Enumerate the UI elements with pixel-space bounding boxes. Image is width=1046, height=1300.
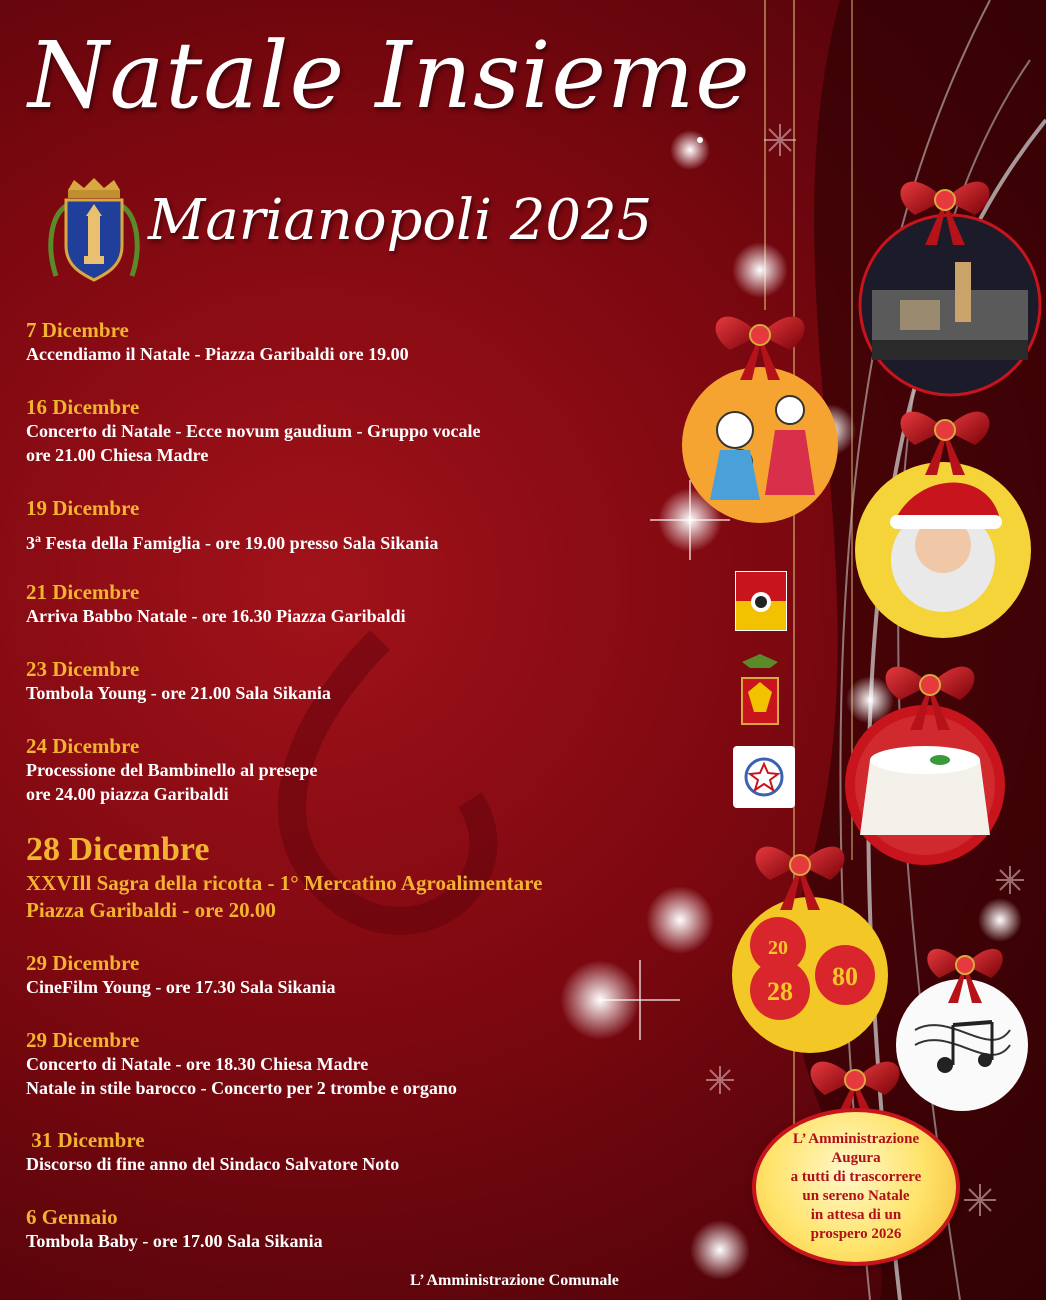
event-item xyxy=(26,657,706,734)
event-description: Accendiamo il Natale - Piazza Garibaldi ore 19.00 xyxy=(26,344,409,364)
event-description: Discorso di fine anno del Sindaco Salvatore Noto xyxy=(26,1154,400,1174)
event-date: 19 Dicembre xyxy=(26,496,140,520)
event-item xyxy=(26,318,706,395)
event-date: 28 Dicembre xyxy=(26,831,210,868)
event-date: 24 Dicembre xyxy=(26,734,140,758)
event-date: 16 Dicembre xyxy=(26,395,140,419)
event-description: Arriva Babbo Natale - ore 16.30 Piazza Garibaldi xyxy=(26,606,406,626)
crest-icon xyxy=(46,176,142,294)
bauble-icon xyxy=(855,462,1031,638)
greeting-line: prospero 2026 xyxy=(810,1226,902,1242)
event-description: Piazza Garibaldi - ore 20.00 xyxy=(26,898,276,922)
province-logo xyxy=(738,652,782,728)
greeting-line: Augura xyxy=(831,1150,881,1166)
event-item xyxy=(26,395,706,496)
event-item xyxy=(26,1205,706,1255)
event-item xyxy=(26,734,706,830)
greeting-line: un sereno Natale xyxy=(802,1188,910,1204)
event-item xyxy=(26,951,706,1028)
event-item xyxy=(26,496,706,580)
event-date: 6 Gennaio xyxy=(26,1205,118,1229)
event-description: ore 21.00 Chiesa Madre xyxy=(26,445,209,465)
event-date: 7 Dicembre xyxy=(26,318,129,342)
event-description: XXVIll Sagra della ricotta - 1° Mercatino Agroalimentare xyxy=(26,871,543,895)
event-date: 29 Dicembre xyxy=(26,1028,140,1052)
bauble-icon xyxy=(896,979,1028,1111)
event-item-highlight xyxy=(26,830,706,951)
bauble-icon xyxy=(845,705,1005,865)
greeting-line: a tutti di trascorrere xyxy=(790,1169,922,1185)
event-item xyxy=(26,1128,706,1205)
event-description: Concerto di Natale - Ecce novum gaudium - Gruppo vocale xyxy=(26,421,481,441)
event-ordinal-suffix: a xyxy=(35,531,41,545)
bingo-ball-80: 80 xyxy=(832,962,858,991)
event-description: ore 24.00 piazza Garibaldi xyxy=(26,784,229,804)
page-title: Natale Insieme xyxy=(28,22,751,129)
event-date: 21 Dicembre xyxy=(26,580,140,604)
event-description: Natale in stile barocco - Concerto per 2 trombe e organo xyxy=(26,1078,457,1098)
event-description: Processione del Bambinello al presepe xyxy=(26,760,318,780)
servizio-civile-logo xyxy=(733,746,795,808)
bauble-icon xyxy=(860,215,1040,395)
sicily-region-logo xyxy=(735,571,787,631)
event-description: 3$^a$ Festa della Famiglia - ore 19.00 presso Sala Sikania xyxy=(26,531,439,553)
bingo-ball-20: 20 xyxy=(768,937,788,959)
event-item xyxy=(26,1028,706,1128)
event-date: 29 Dicembre xyxy=(26,951,140,975)
event-ordinal: 3 xyxy=(26,533,35,553)
event-description: Concerto di Natale - ore 18.30 Chiesa Madre xyxy=(26,1054,369,1074)
footer-signature: L’ Amministrazione Comunale xyxy=(410,1272,619,1289)
event-description: Tombola Baby - ore 17.00 Sala Sikania xyxy=(26,1231,323,1251)
event-item xyxy=(26,580,706,657)
page-subtitle: Marianopoli 2025 xyxy=(148,188,653,253)
bingo-ball-28: 28 xyxy=(767,977,793,1006)
event-description: Tombola Young - ore 21.00 Sala Sikania xyxy=(26,683,331,703)
bauble-icon xyxy=(732,897,888,1053)
event-date: 23 Dicembre xyxy=(26,657,140,681)
event-description: CineFilm Young - ore 17.30 Sala Sikania xyxy=(26,977,336,997)
events-list xyxy=(26,318,706,1255)
greeting-line: L’ Amministrazione xyxy=(792,1131,920,1147)
greeting-line: in attesa di un xyxy=(810,1207,902,1223)
event-date: 31 Dicembre xyxy=(26,1128,145,1152)
greeting-bauble xyxy=(756,1112,956,1262)
